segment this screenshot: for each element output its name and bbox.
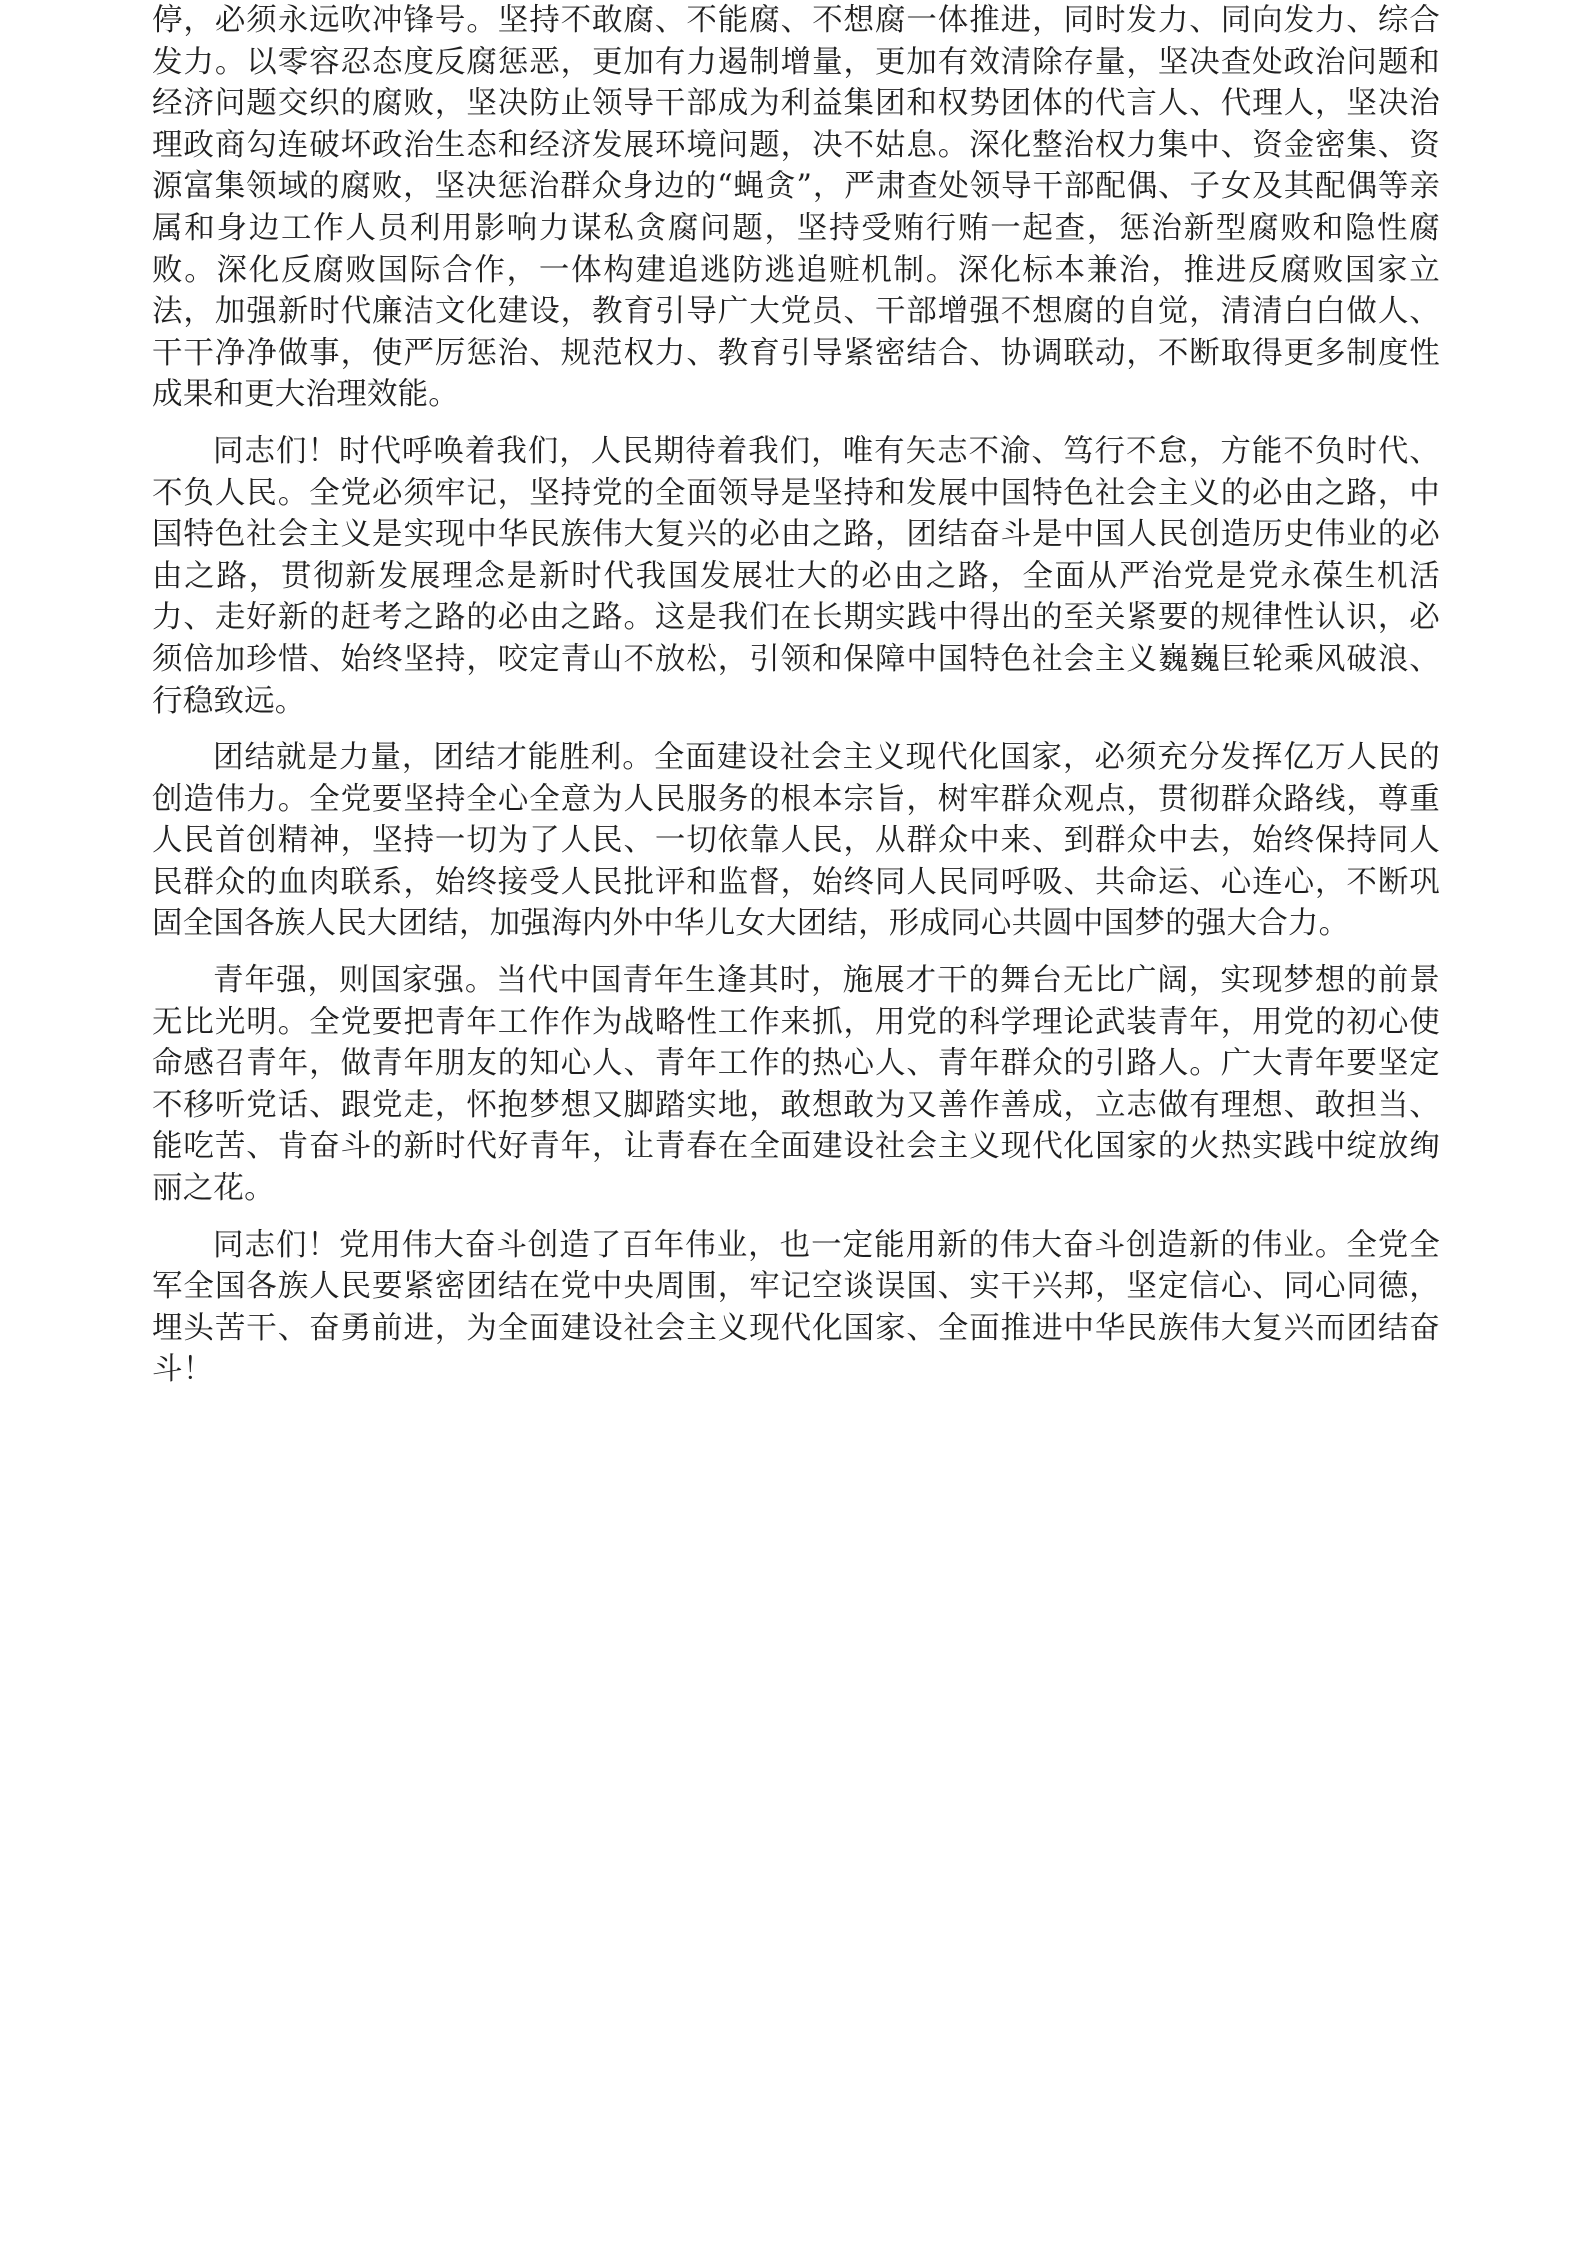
paragraph-youth: 青年强，则国家强。当代中国青年生逢其时，施展才干的舞台无比广阔，实现梦想的前景无比光明。全党要把青年工作作为战略性工作来抓，用党的科学理论武装青年，用党的初心使命感召青年，做青年朋友的知心人、青年工作的热心人、青年群众的引路人。广大青年要坚定不移听党话、跟党走，怀抱梦想又脚踏实地，敢想敢为又善作善成，立志做有理想、敢担当、能吃苦、肯奋斗的新时代好青年，让青春在全面建设社会主义现代化国家的火热实践中绽放绚丽之花。: [152, 963, 1440, 1207]
paragraph-unity: 团结就是力量，团结才能胜利。全面建设社会主义现代化国家，必须充分发挥亿万人民的创造伟力。全党要坚持全心全意为人民服务的根本宗旨，树牢群众观点，贯彻群众路线，尊重人民首创精神，坚持一切为了人民、一切依靠人民，从群众中来、到群众中去，始终保持同人民群众的血肉联系，始终接受人民批评和监督，始终同人民同呼吸、共命运、心连心，不断巩固全国各族人民大团结，加强海内外中华儿女大团结，形成同心共圆中国梦的强大合力。: [152, 740, 1440, 942]
paragraph-closing: 同志们！党用伟大奋斗创造了百年伟业，也一定能用新的伟大奋斗创造新的伟业。全党全军全国各族人民要紧密团结在党中央周围，牢记空谈误国、实干兴邦，坚定信心、同心同德，埋头苦干、奋勇前进，为全面建设社会主义现代化国家、全面推进中华民族伟大复兴而团结奋斗！: [152, 1227, 1440, 1388]
document-page: [152, 0, 1440, 1406]
paragraph-era-calling: 同志们！时代呼唤着我们，人民期待着我们，唯有矢志不渝、笃行不怠，方能不负时代、不负人民。全党必须牢记，坚持党的全面领导是坚持和发展中国特色社会主义的必由之路，中国特色社会主义是实现中华民族伟大复兴的必由之路，团结奋斗是中国人民创造历史伟业的必由之路，贯彻新发展理念是新时代我国发展壮大的必由之路，全面从严治党是党永葆生机活力、走好新的赶考之路的必由之路。这是我们在长期实践中得出的至关紧要的规律性认识，必须倍加珍惜、始终坚持，咬定青山不放松，引领和保障中国特色社会主义巍巍巨轮乘风破浪、行稳致远。: [152, 433, 1440, 719]
paragraph-anti-corruption: 停，必须永远吹冲锋号。坚持不敢腐、不能腐、不想腐一体推进，同时发力、同向发力、综合发力。以零容忍态度反腐惩恶，更加有力遏制增量，更加有效清除存量，坚决查处政治问题和经济问题交织的腐败，坚决防止领导干部成为利益集团和权势团体的代言人、代理人，坚决治理政商勾连破坏政治生态和经济发展环境问题，决不姑息。深化整治权力集中、资金密集、资源富集领域的腐败，坚决惩治群众身边的“蝇贪”，严肃查处领导干部配偶、子女及其配偶等亲属和身边工作人员利用影响力谋私贪腐问题，坚持受贿行贿一起查，惩治新型腐败和隐性腐败。深化反腐败国际合作，一体构建追逃防逃追赃机制。深化标本兼治，推进反腐败国家立法，加强新时代廉洁文化建设，教育引导广大党员、干部增强不想腐的自觉，清清白白做人、干干净净做事，使严厉惩治、规范权力、教育引导紧密结合、协调联动，不断取得更多制度性成果和更大治理效能。: [152, 3, 1440, 413]
